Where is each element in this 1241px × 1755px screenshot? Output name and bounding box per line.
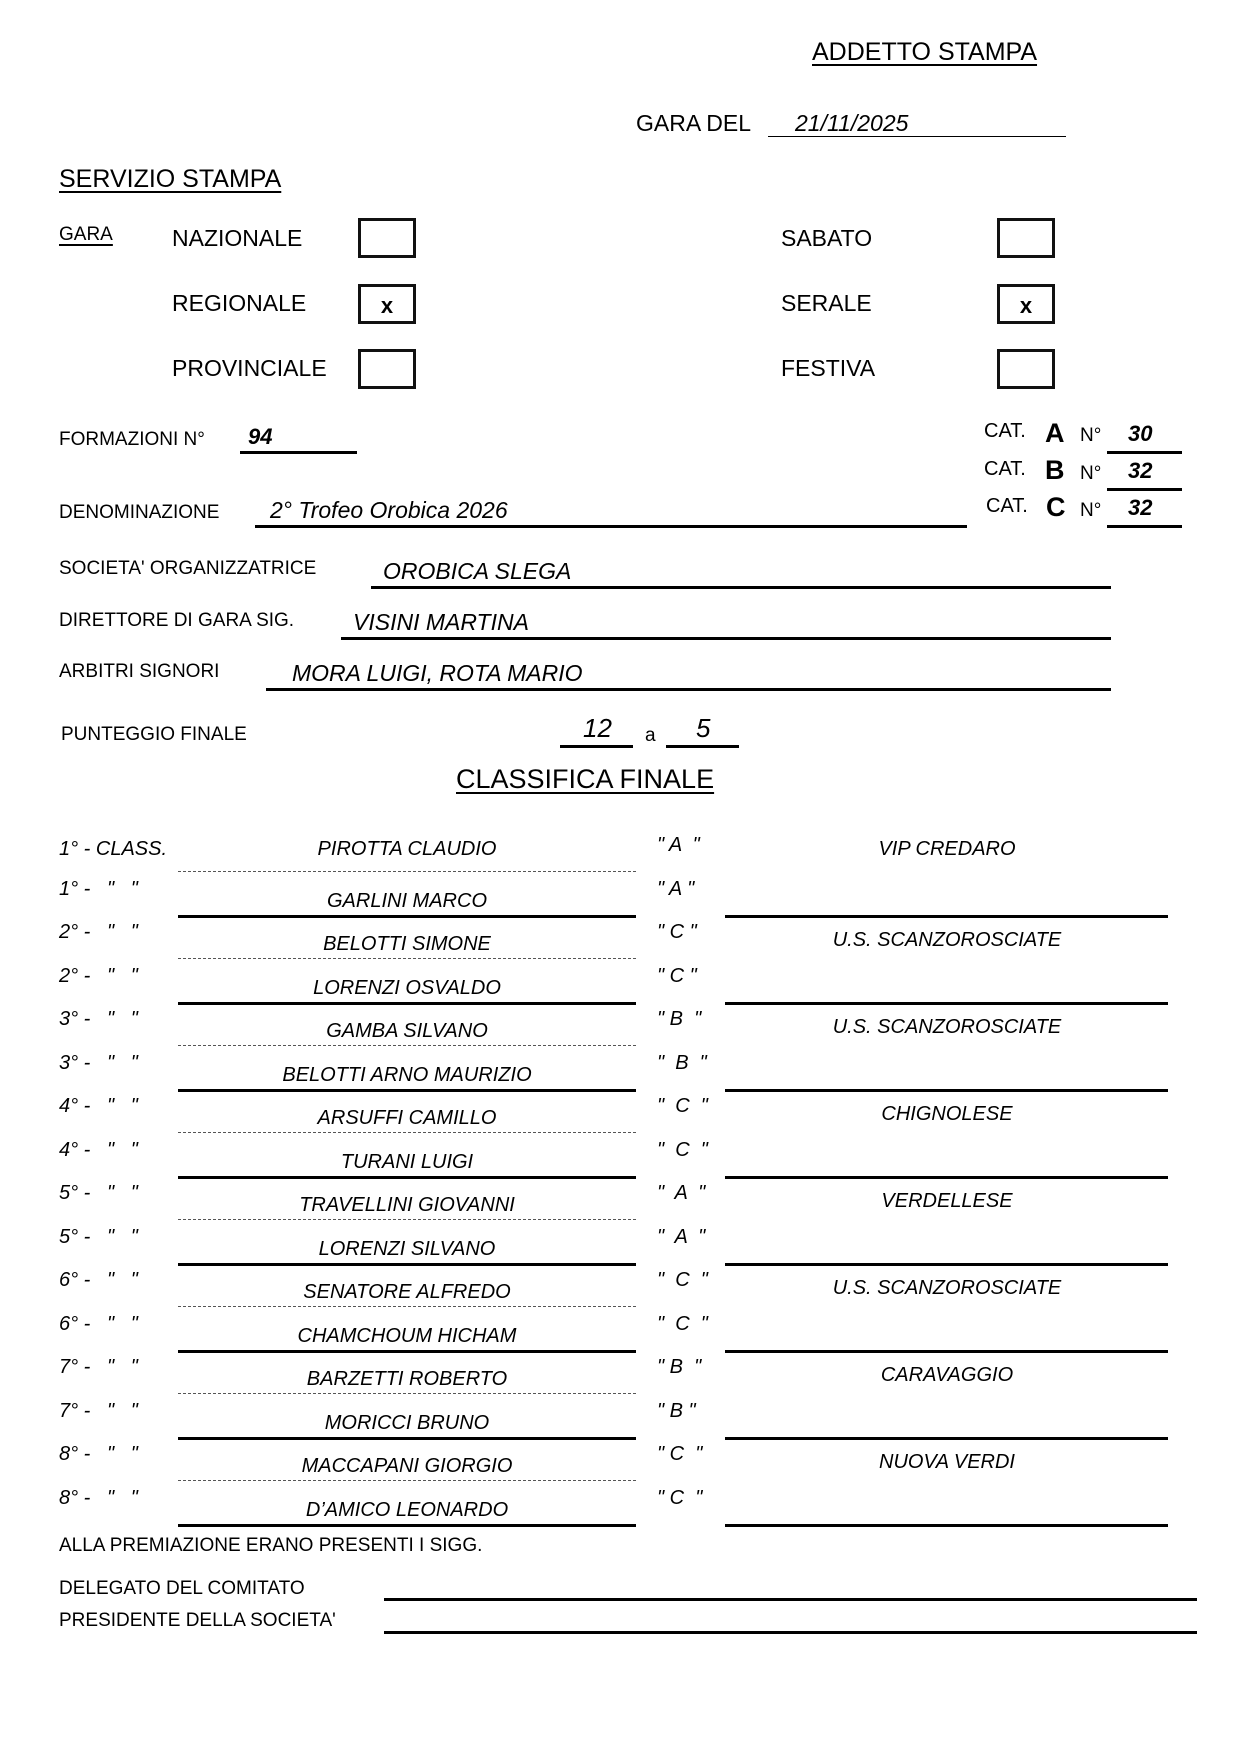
arbitri-underline	[266, 688, 1111, 691]
classifica-position: 1° - " "	[59, 877, 138, 900]
classifica-category: " C "	[657, 921, 697, 943]
classifica-category: " A "	[657, 1182, 706, 1204]
classifica-dashed-line	[178, 958, 636, 959]
gara-type-nazionale-label: NAZIONALE	[172, 225, 303, 251]
societa-value[interactable]: OROBICA SLEGA	[383, 558, 572, 584]
classifica-category: " C "	[657, 1486, 703, 1509]
punteggio-score-b-underline	[666, 745, 739, 748]
classifica-position: 7° - " "	[59, 1356, 138, 1378]
cat-c-n-label: N°	[1080, 500, 1102, 521]
classifica-athlete-name[interactable]: SENATORE ALFREDO	[303, 1281, 511, 1303]
classifica-club-underline	[725, 1089, 1168, 1092]
classifica-position: 6° - " "	[59, 1269, 138, 1291]
classifica-position: 1° - CLASS.	[59, 838, 168, 860]
classifica-athlete-name[interactable]: BELOTTI SIMONE	[323, 933, 491, 955]
classifica-athlete-name[interactable]: BARZETTI ROBERTO	[306, 1368, 508, 1390]
gara-type-provinciale-checkbox[interactable]	[358, 349, 416, 389]
classifica-position: 3° - " "	[59, 1008, 138, 1030]
classifica-dashed-line	[178, 1480, 636, 1481]
gara-del-value[interactable]: 21/11/2025	[795, 110, 909, 136]
classifica-position: 5° - " "	[59, 1182, 138, 1204]
classifica-dashed-line	[178, 1132, 636, 1133]
classifica-dashed-line	[178, 1219, 636, 1220]
section-title: SERVIZIO STAMPA	[59, 165, 282, 193]
classifica-position: 8° - " "	[59, 1486, 138, 1509]
direttore-label: DIRETTORE DI GARA SIG.	[59, 610, 295, 631]
denominazione-underline	[255, 525, 967, 528]
denominazione-value[interactable]: 2° Trofeo Orobica 2026	[270, 497, 508, 523]
classifica-club[interactable]: VIP CREDARO	[878, 838, 1016, 860]
punteggio-separator: a	[645, 725, 656, 746]
direttore-value[interactable]: VISINI MARTINA	[353, 609, 529, 635]
classifica-club[interactable]: CARAVAGGIO	[880, 1364, 1014, 1386]
arbitri-label: ARBITRI SIGNORI	[59, 661, 220, 682]
presenti-label: ALLA PREMIAZIONE ERANO PRESENTI I SIGG.	[59, 1535, 483, 1556]
classifica-category: " C "	[657, 1312, 708, 1335]
classifica-club[interactable]: NUOVA VERDI	[879, 1451, 1015, 1473]
classifica-position: 4° - " "	[59, 1138, 138, 1161]
classifica-club-underline	[725, 1263, 1168, 1266]
classifica-athlete-name[interactable]: GARLINI MARCO	[326, 889, 488, 912]
presidente-label: PRESIDENTE DELLA SOCIETA'	[59, 1610, 336, 1631]
gara-day-sabato-checkbox[interactable]	[997, 218, 1055, 258]
punteggio-label: PUNTEGGIO FINALE	[61, 724, 247, 745]
cat-a-underline	[1107, 451, 1182, 454]
cat-a-prefix: CAT.	[984, 420, 1026, 442]
classifica-club-underline	[725, 1002, 1168, 1005]
classifica-athlete-name[interactable]: MORICCI BRUNO	[324, 1411, 490, 1434]
delegato-label: DELEGATO DEL COMITATO	[59, 1578, 305, 1599]
classifica-underline	[178, 1437, 636, 1440]
denominazione-label: DENOMINAZIONE	[59, 502, 220, 523]
classifica-athlete-name[interactable]: LORENZI OSVALDO	[313, 976, 501, 999]
classifica-position: 2° - " "	[59, 964, 138, 987]
direttore-underline	[341, 637, 1111, 640]
societa-label: SOCIETA' ORGANIZZATRICE	[59, 558, 317, 579]
delegato-signature-line[interactable]	[384, 1598, 1197, 1601]
classifica-underline	[178, 1176, 636, 1179]
classifica-category: " C "	[657, 964, 697, 987]
classifica-club-underline	[725, 1350, 1168, 1353]
gara-type-regionale-checkbox[interactable]: x	[358, 284, 416, 324]
classifica-underline	[178, 1263, 636, 1266]
gara-day-serale-label: SERALE	[781, 290, 872, 316]
classifica-underline	[178, 915, 636, 918]
gara-label: GARA	[59, 224, 113, 245]
classifica-club[interactable]: U.S. SCANZOROSCIATE	[832, 1016, 1062, 1038]
cat-b-underline	[1107, 488, 1182, 491]
classifica-club[interactable]: VERDELLESE	[881, 1190, 1013, 1212]
gara-type-nazionale-checkbox[interactable]	[358, 218, 416, 258]
gara-del-label: GARA DEL	[636, 110, 752, 136]
classifica-club-underline	[725, 915, 1168, 918]
classifica-athlete-name[interactable]: TRAVELLINI GIOVANNI	[299, 1194, 515, 1216]
classifica-athlete-name[interactable]: MACCAPANI GIORGIO	[301, 1455, 513, 1477]
classifica-dashed-line	[178, 1393, 636, 1394]
cat-a-value[interactable]: 30	[1128, 421, 1153, 446]
cat-b-letter: B	[1045, 455, 1065, 485]
classifica-category: " C "	[657, 1095, 708, 1117]
classifica-underline	[178, 1002, 636, 1005]
classifica-category: " B "	[657, 1399, 696, 1422]
gara-day-serale-checkbox[interactable]: x	[997, 284, 1055, 324]
cat-a-letter: A	[1045, 418, 1065, 448]
gara-day-festiva-label: FESTIVA	[781, 355, 876, 381]
classifica-category: " B "	[657, 1356, 702, 1378]
gara-type-provinciale-label: PROVINCIALE	[172, 355, 327, 381]
punteggio-score-a[interactable]: 12	[583, 713, 612, 743]
classifica-dashed-line	[178, 871, 636, 872]
cat-b-value[interactable]: 32	[1128, 458, 1153, 483]
classifica-club-underline	[725, 1176, 1168, 1179]
classifica-category: " A "	[657, 877, 695, 900]
cat-c-letter: C	[1046, 492, 1066, 522]
classifica-athlete-name[interactable]: CHAMCHOUM HICHAM	[297, 1324, 517, 1347]
classifica-category: " C "	[657, 1138, 708, 1161]
classifica-title: CLASSIFICA FINALE	[456, 764, 715, 794]
classifica-club-underline	[725, 1437, 1168, 1440]
classifica-dashed-line	[178, 1306, 636, 1307]
classifica-position: 2° - " "	[59, 921, 138, 943]
punteggio-score-a-underline	[560, 745, 633, 748]
cat-b-n-label: N°	[1080, 463, 1102, 484]
societa-underline	[371, 586, 1111, 589]
classifica-position: 8° - " "	[59, 1443, 138, 1465]
classifica-athlete-name[interactable]: ARSUFFI CAMILLO	[317, 1107, 497, 1129]
cat-c-prefix: CAT.	[986, 495, 1028, 517]
classifica-category: " C "	[657, 1269, 708, 1291]
gara-del-underline	[768, 136, 1066, 137]
classifica-underline	[178, 1524, 636, 1527]
classifica-dashed-line	[178, 1045, 636, 1046]
classifica-position: 5° - " "	[59, 1225, 138, 1248]
classifica-category: " B "	[657, 1008, 702, 1030]
classifica-position: 3° - " "	[59, 1051, 138, 1074]
gara-day-festiva-checkbox[interactable]	[997, 349, 1055, 389]
classifica-athlete-name[interactable]: PIROTTA CLAUDIO	[317, 838, 497, 860]
classifica-athlete-name[interactable]: LORENZI SILVANO	[318, 1237, 496, 1260]
classifica-athlete-name[interactable]: BELOTTI ARNO MAURIZIO	[282, 1063, 532, 1086]
classifica-club[interactable]: U.S. SCANZOROSCIATE	[832, 929, 1062, 951]
arbitri-value[interactable]: MORA LUIGI, ROTA MARIO	[292, 660, 583, 686]
classifica-category: " A "	[657, 1225, 706, 1248]
cat-c-value[interactable]: 32	[1128, 495, 1153, 520]
classifica-club[interactable]: U.S. SCANZOROSCIATE	[832, 1277, 1062, 1299]
gara-type-regionale-label: REGIONALE	[172, 290, 307, 316]
classifica-category: " B "	[657, 1051, 707, 1074]
cat-c-underline	[1107, 525, 1182, 528]
classifica-category: " A "	[657, 834, 700, 856]
classifica-club[interactable]: CHIGNOLESE	[881, 1103, 1013, 1125]
classifica-athlete-name[interactable]: D’AMICO LEONARDO	[305, 1498, 509, 1521]
presidente-signature-line[interactable]	[384, 1631, 1197, 1634]
classifica-position: 4° - " "	[59, 1095, 138, 1117]
formazioni-underline	[240, 451, 357, 454]
classifica-category: " C "	[657, 1443, 703, 1465]
cat-a-n-label: N°	[1080, 425, 1102, 446]
classifica-club-underline	[725, 1524, 1168, 1527]
formazioni-label: FORMAZIONI N°	[59, 429, 205, 450]
classifica-athlete-name[interactable]: GAMBA SILVANO	[326, 1020, 488, 1042]
document-title: ADDETTO STAMPA	[812, 38, 1038, 66]
classifica-underline	[178, 1089, 636, 1092]
formazioni-value[interactable]: 94	[248, 424, 273, 449]
classifica-position: 6° - " "	[59, 1312, 138, 1335]
classifica-underline	[178, 1350, 636, 1353]
punteggio-score-b[interactable]: 5	[696, 713, 711, 743]
classifica-athlete-name[interactable]: TURANI LUIGI	[340, 1150, 474, 1173]
classifica-position: 7° - " "	[59, 1399, 138, 1422]
cat-b-prefix: CAT.	[984, 458, 1026, 480]
gara-day-sabato-label: SABATO	[781, 225, 873, 251]
